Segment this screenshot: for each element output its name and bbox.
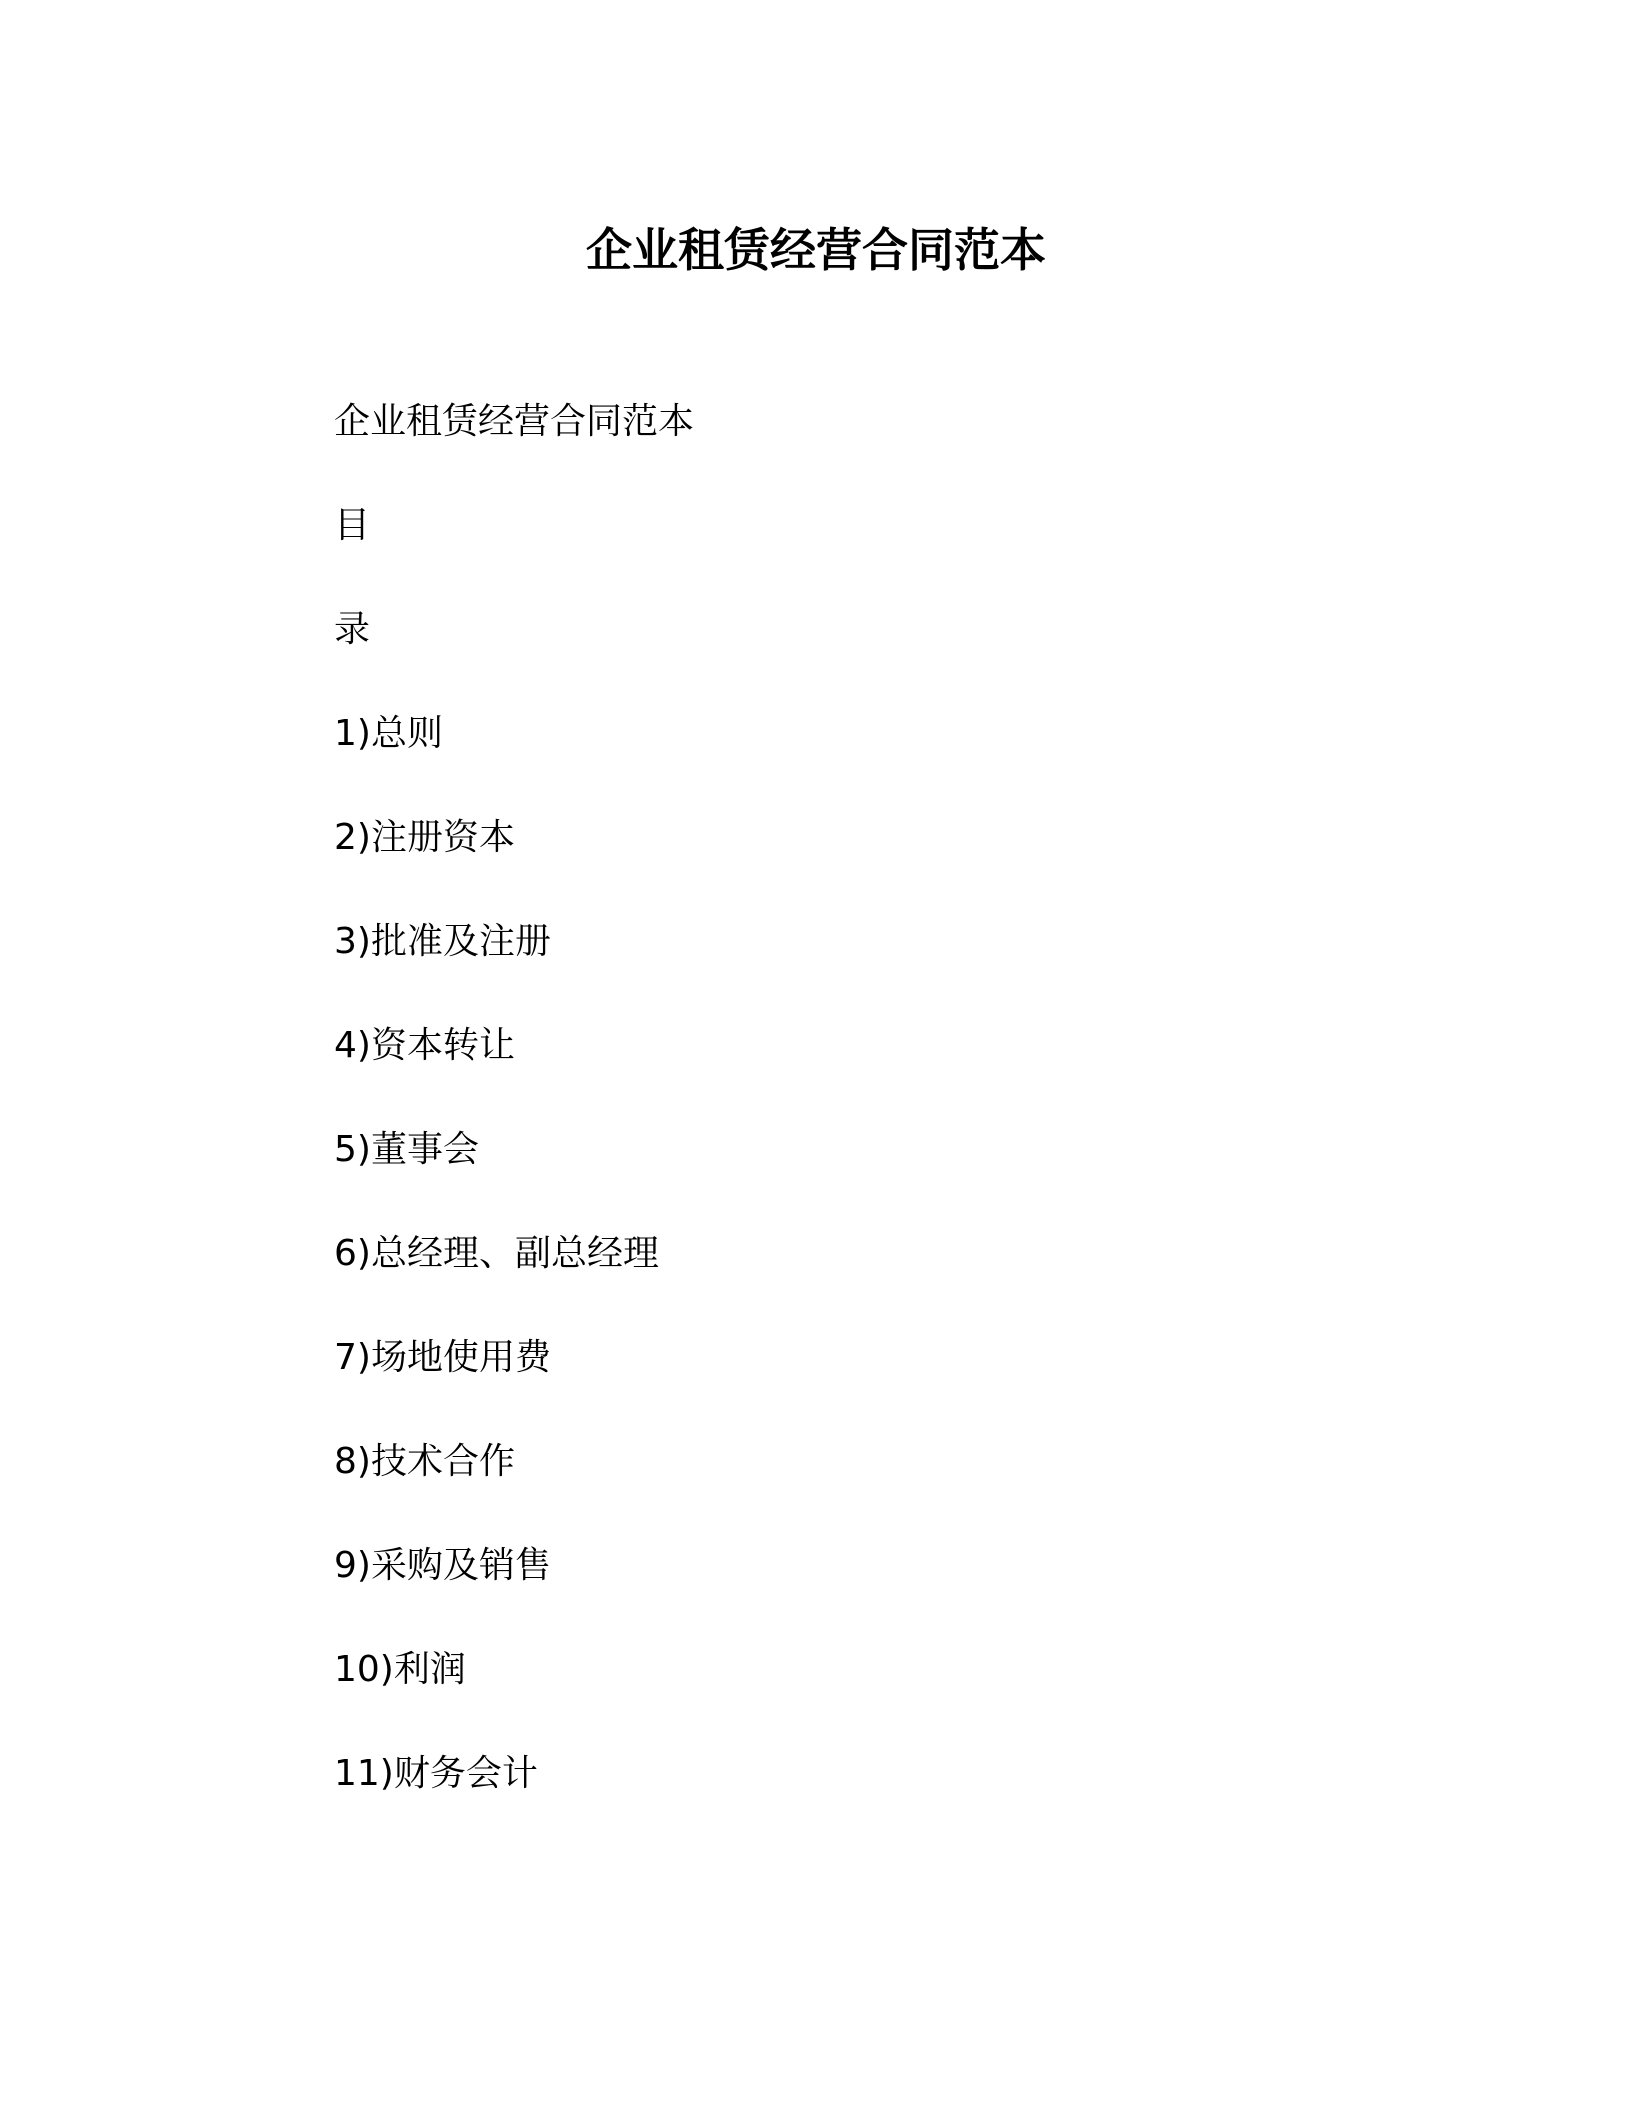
document-body — [334, 392, 694, 1848]
toc-heading-lu: 录 — [334, 609, 371, 650]
toc-item: 6)总经理、副总经理 — [334, 1233, 659, 1274]
document-title: 企业租赁经营合同范本 — [586, 223, 1046, 277]
toc-item: 11)财务会计 — [334, 1753, 538, 1794]
toc-item: 10)利润 — [334, 1649, 466, 1690]
toc-item: 5)董事会 — [334, 1129, 479, 1170]
toc-heading-mu: 目 — [334, 505, 371, 546]
toc-item: 9)采购及销售 — [334, 1545, 551, 1586]
toc-item: 8)技术合作 — [334, 1441, 515, 1482]
toc-item: 1)总则 — [334, 713, 443, 754]
toc-item: 3)批准及注册 — [334, 921, 551, 962]
toc-item: 2)注册资本 — [334, 817, 515, 858]
toc-item: 7)场地使用费 — [334, 1337, 551, 1378]
toc-item: 4)资本转让 — [334, 1025, 515, 1066]
subtitle-line: 企业租赁经营合同范本 — [334, 401, 695, 442]
